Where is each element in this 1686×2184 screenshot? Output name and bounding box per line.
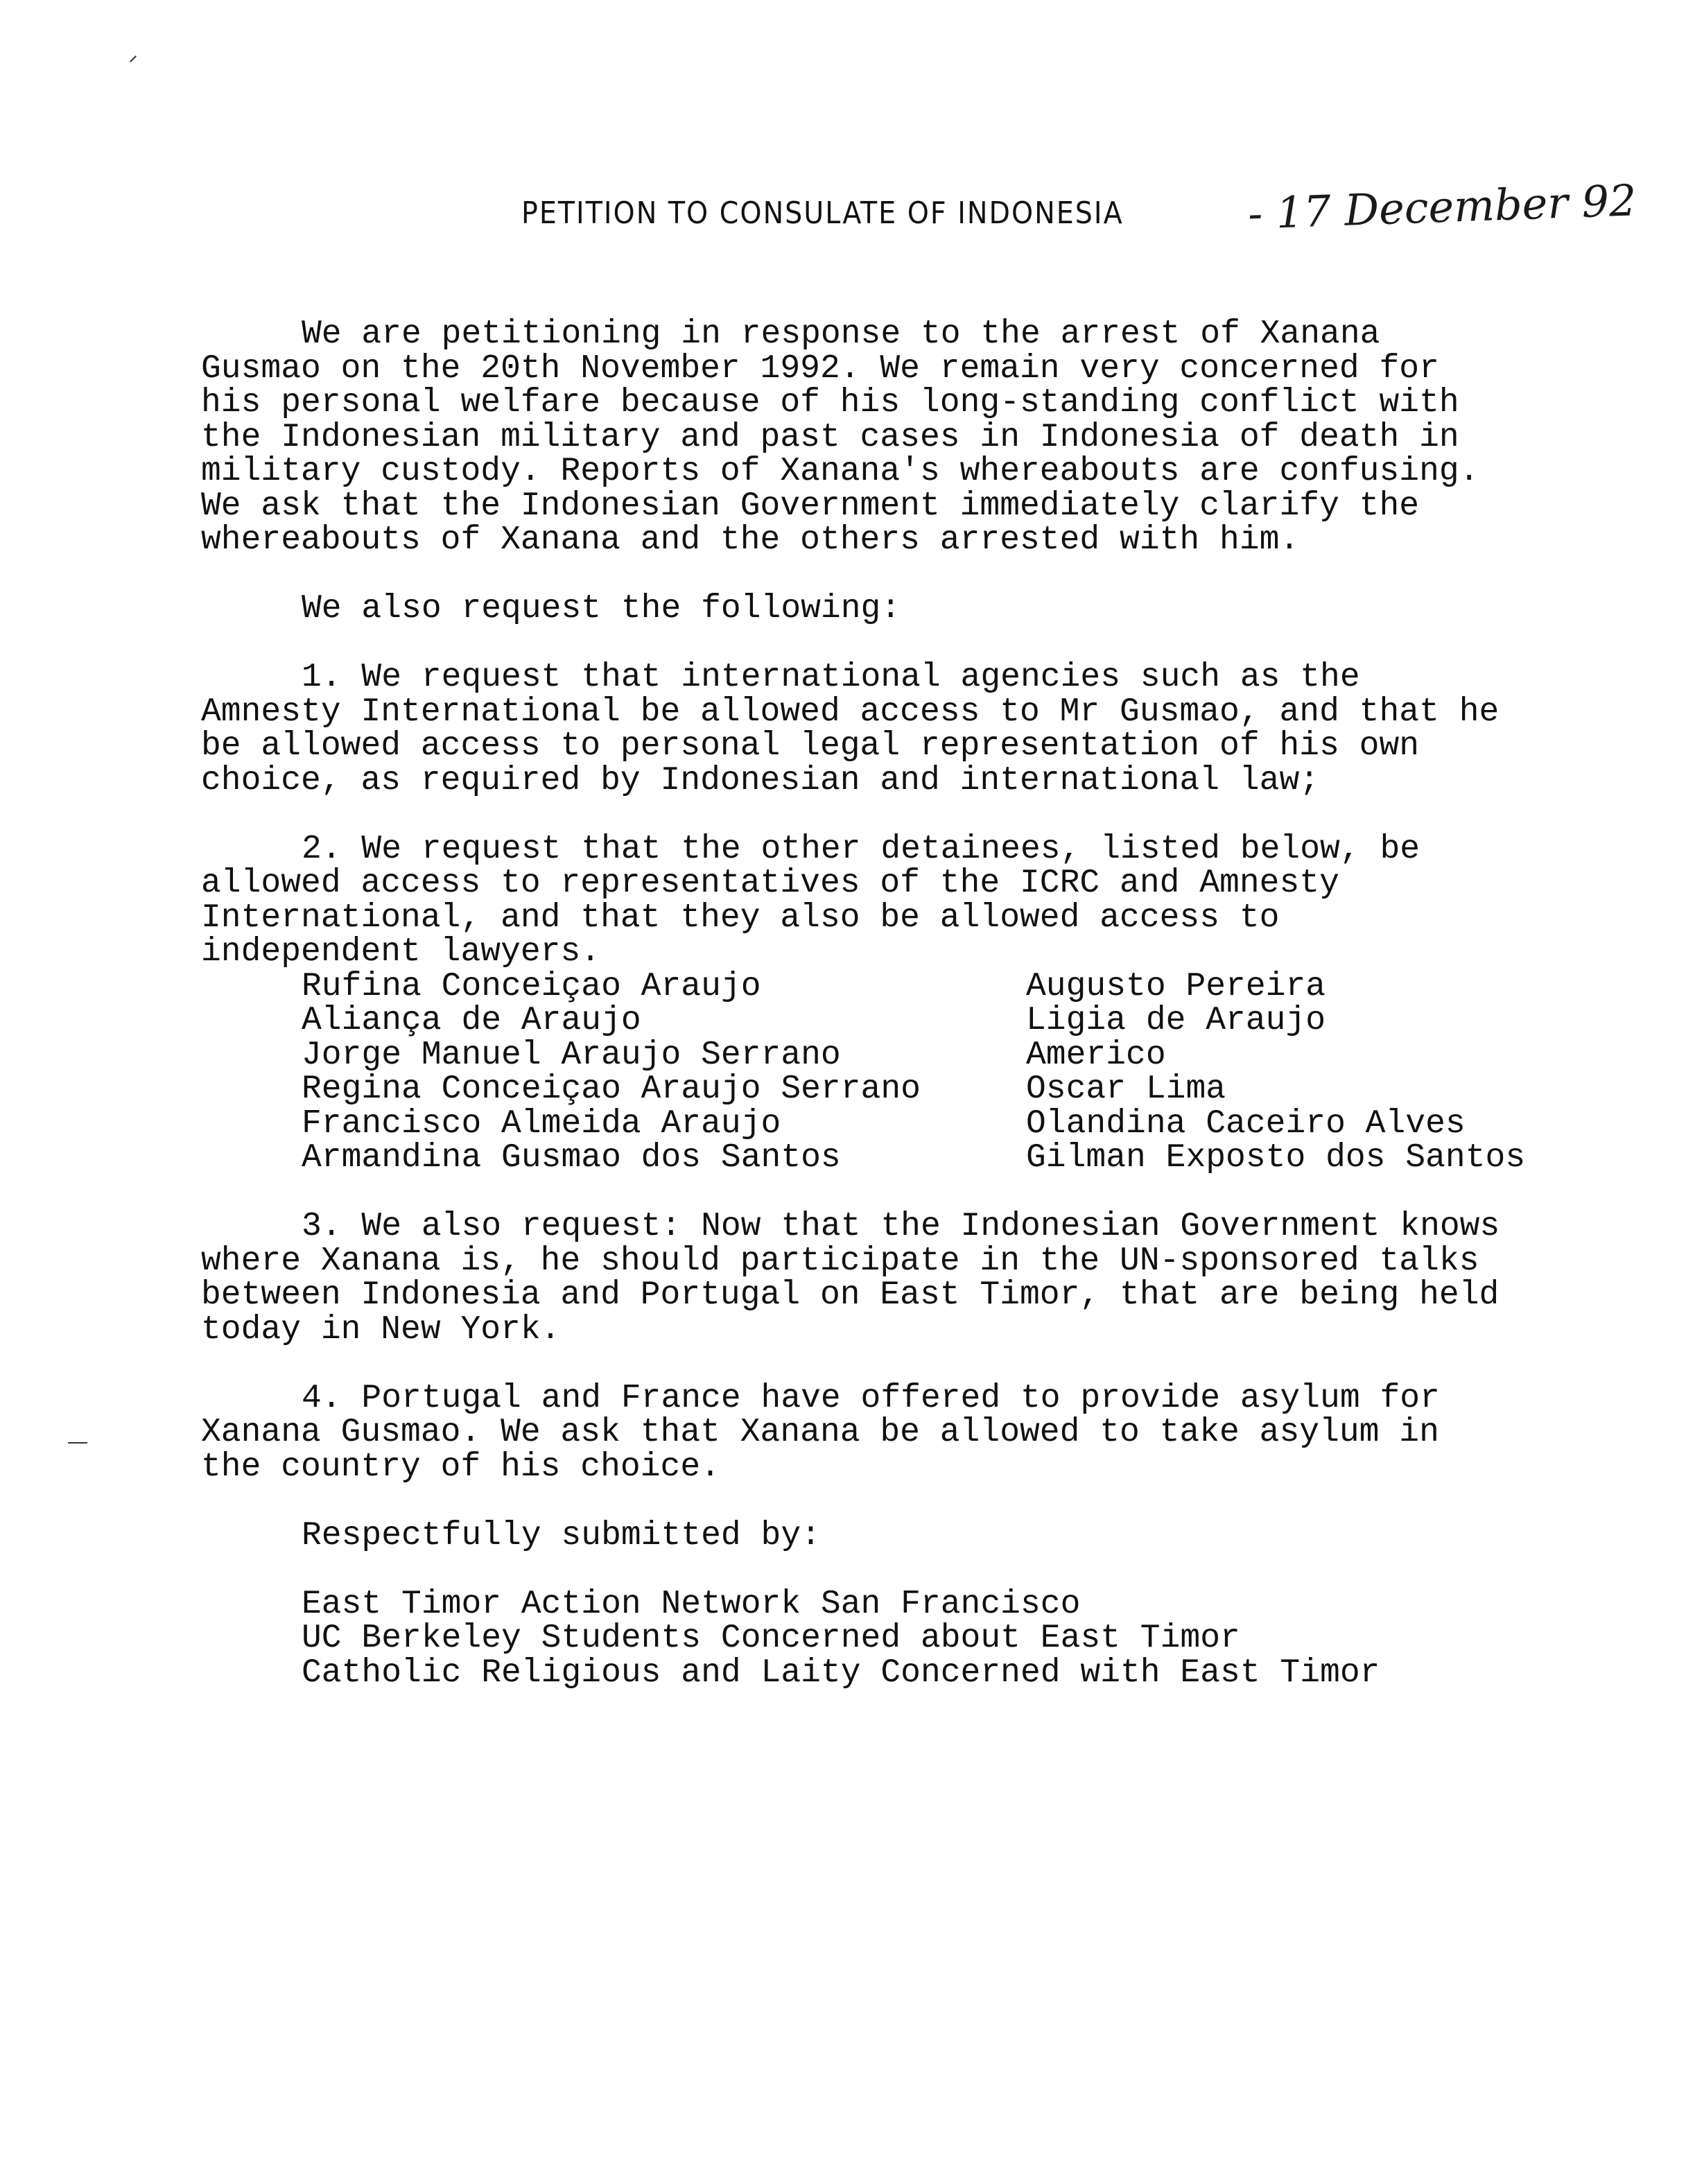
request-item-4 <box>201 1379 1588 1486</box>
submitter-list <box>201 1585 1588 1692</box>
text-line: 3. We also request: Now that the Indonesian Government knows <box>302 1208 1500 1245</box>
request-item-2 <box>201 830 1588 971</box>
detainee-name: Oscar Lima <box>1026 1071 1226 1108</box>
detainee-column-right <box>1026 967 1526 1177</box>
text-line: choice, as required by Indonesian and international law; <box>201 761 1320 799</box>
detainee-name: Regina Conceiçao Araujo Serrano <box>302 1071 921 1108</box>
detainee-column-left <box>302 967 921 1177</box>
submitter-org: Catholic Religious and Laity Concerned with East Timor <box>302 1654 1380 1692</box>
submitter-org: UC Berkeley Students Concerned about East Timor <box>302 1620 1240 1657</box>
detainee-name: Rufina Conceiçao Araujo <box>302 967 761 1005</box>
detainee-name: Olandina Caceiro Alves <box>1026 1104 1466 1143</box>
text-line: the Indonesian military and past cases in Indonesia of death in <box>201 418 1459 456</box>
detainee-name: Armandina Gusmao dos Santos <box>302 1139 841 1177</box>
text-line: We are petitioning in response to the arrest of Xanana <box>302 315 1380 353</box>
text-line: be allowed access to personal legal representation of his own <box>201 727 1420 765</box>
stray-mark <box>130 55 137 62</box>
detainee-name: Americo <box>1026 1036 1166 1074</box>
page-title: PETITION TO CONSULATE OF INDONESIA <box>521 196 1124 231</box>
detainee-name: Augusto Pereira <box>1026 967 1326 1005</box>
text-line: Xanana Gusmao. We ask that Xanana be allowed to take asylum in <box>201 1414 1439 1451</box>
request-item-1 <box>201 661 1588 798</box>
text-line: military custody. Reports of Xanana's whereabouts are confusing. <box>201 453 1479 490</box>
text-line: 4. Portugal and France have offered to provide asylum for <box>302 1379 1440 1417</box>
detainee-list <box>201 967 1588 1177</box>
text-line: independent lawyers. <box>201 933 601 971</box>
petition-body <box>201 315 1588 1692</box>
request-item-3 <box>201 1210 1588 1347</box>
text-line: Gusmao on the 20th November 1992. We remain very concerned for <box>201 349 1439 388</box>
detainee-name: Jorge Manuel Araujo Serrano <box>302 1036 841 1074</box>
text-line: the country of his choice. <box>201 1448 720 1486</box>
text-line: where Xanana is, he should participate in the UN-sponsored talks <box>201 1242 1479 1280</box>
text-line: between Indonesia and Portugal on East Timor, that are being held <box>201 1276 1500 1314</box>
text-line: allowed access to representatives of the ICRC and Amnesty <box>201 865 1339 902</box>
detainee-name: Francisco Almeida Araujo <box>302 1104 781 1143</box>
intro-paragraph <box>201 315 1588 559</box>
text-line: whereabouts of Xanana and the others arrested with him. <box>201 521 1300 559</box>
also-request-line: We also request the following: <box>302 590 901 627</box>
stray-mark <box>68 1442 87 1444</box>
submitted-by-line: Respectfully submitted by: <box>302 1516 821 1554</box>
text-line: International, and that they also be allowed access to <box>201 899 1280 937</box>
handwritten-date: - 17 December 92 <box>1246 175 1637 239</box>
detainee-name: Aliança de Araujo <box>302 1002 641 1039</box>
text-line: 1. We request that international agencies such as the <box>302 659 1360 696</box>
detainee-name: Ligia de Araujo <box>1026 1002 1326 1039</box>
submitter-org: East Timor Action Network San Francisco <box>302 1585 1081 1623</box>
text-line: We ask that the Indonesian Government immediately clarify the <box>201 487 1420 525</box>
detainee-name: Gilman Exposto dos Santos <box>1026 1139 1526 1177</box>
text-line: his personal welfare because of his long-standing conflict with <box>201 384 1459 422</box>
text-line: today in New York. <box>201 1310 561 1349</box>
text-line: 2. We request that the other detainees, listed below, be <box>302 830 1420 868</box>
text-line: Amnesty International be allowed access to Mr Gusmao, and that he <box>201 693 1500 731</box>
